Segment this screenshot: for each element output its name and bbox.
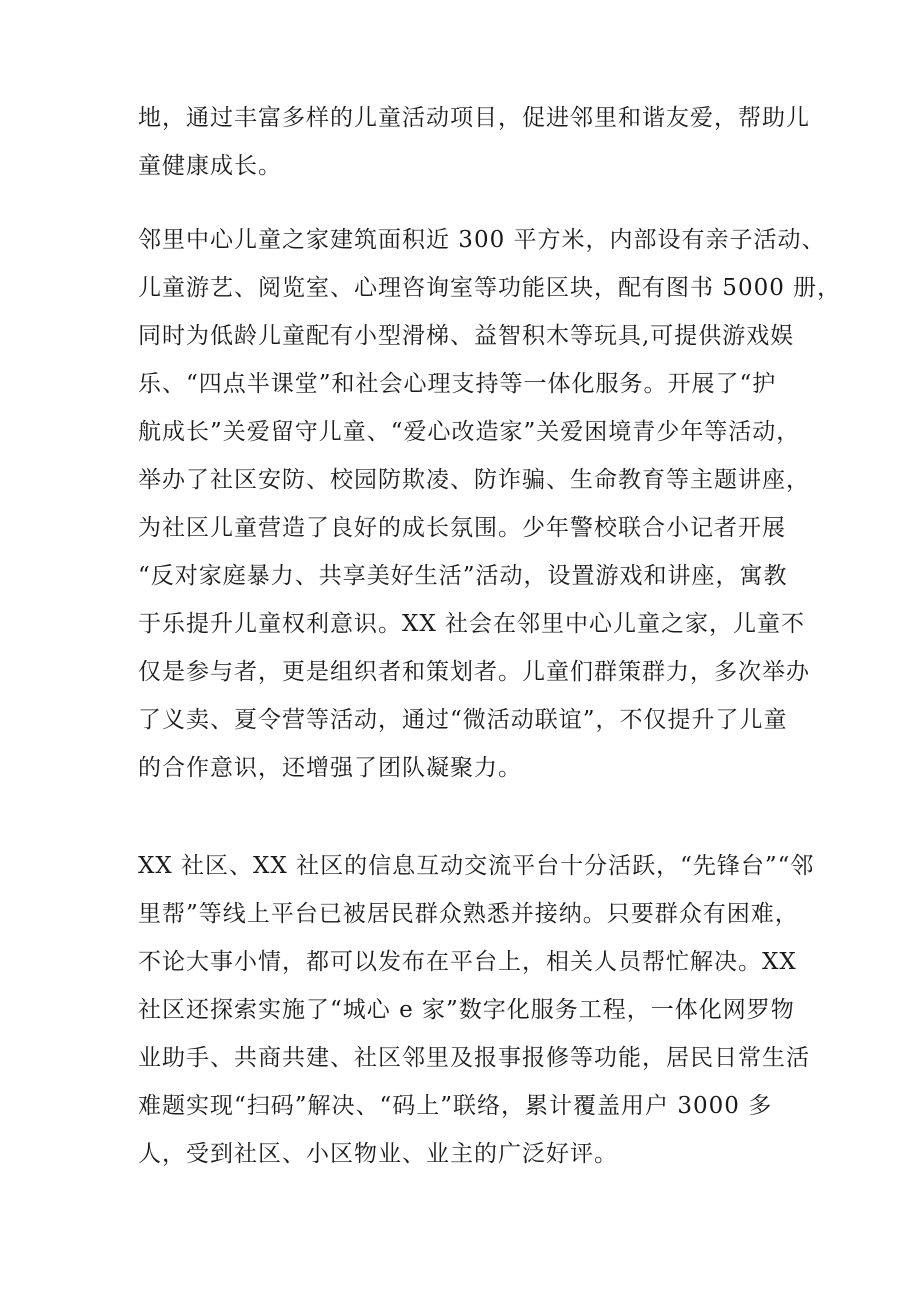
- text-line: 了义卖、夏令营等活动，通过“微活动联谊”，不仅提升了儿童: [138, 707, 788, 733]
- text-line: 难题实现“扫码”解决、“码上”联络，累计覆盖用户 3000 多: [138, 1093, 773, 1119]
- text-line: 仅是参与者，更是组织者和策划者。儿童们群策群力，多次举办: [138, 659, 810, 685]
- paragraph-community-platform: [138, 842, 814, 1178]
- text-line: 儿童游艺、阅览室、心理咨询室等功能区块，配有图书 5000 册，: [138, 275, 842, 301]
- text-line: 人，受到社区、小区物业、业主的广泛好评。: [138, 1141, 618, 1167]
- text-line: 里帮”等线上平台已被居民群众熟悉并接纳。只要群众有困难，: [138, 901, 799, 927]
- text-line: 地，通过丰富多样的儿童活动项目，促进邻里和谐友爱，帮助儿: [138, 105, 810, 131]
- text-line: 为社区儿童营造了良好的成长氛围。少年警校联合小记者开展: [138, 515, 786, 541]
- text-line: 航成长”关爱留守儿童、“爱心改造家”关爱困境青少年等活动，: [138, 419, 801, 445]
- text-line: 社区还探索实施了“城心 e 家”数字化服务工程，一体化网罗物: [138, 997, 795, 1023]
- text-line: “反对家庭暴力、共享美好生活”活动，设置游戏和讲座，寓教: [138, 563, 788, 589]
- text-line: 举办了社区安防、校园防欺凌、防诈骗、生命教育等主题讲座，: [138, 467, 810, 493]
- text-line: 邻里中心儿童之家建筑面积近 300 平方米，内部设有亲子活动、: [138, 227, 826, 253]
- text-line: 乐、“四点半课堂”和社会心理支持等一体化服务。开展了“护: [138, 371, 777, 397]
- text-line: 同时为低龄儿童配有小型滑梯、益智积木等玩具,可提供游戏娱: [138, 323, 795, 349]
- text-line: 不论大事小情，都可以发布在平台上，相关人员帮忙解决。XX: [138, 949, 797, 975]
- paragraph-children-activities-intro: [138, 94, 810, 190]
- paragraph-children-home-center: [138, 216, 841, 792]
- text-line: 的合作意识，还增强了团队凝聚力。: [138, 755, 522, 781]
- text-line: 童健康成长。: [138, 153, 282, 179]
- text-line: XX 社区、XX 社区的信息互动交流平台十分活跃，“先锋台”“邻: [138, 853, 815, 879]
- text-line: 于乐提升儿童权利意识。XX 社会在邻里中心儿童之家，儿童不: [138, 611, 806, 637]
- text-line: 业助手、共商共建、社区邻里及报事报修等功能，居民日常生活: [138, 1045, 810, 1071]
